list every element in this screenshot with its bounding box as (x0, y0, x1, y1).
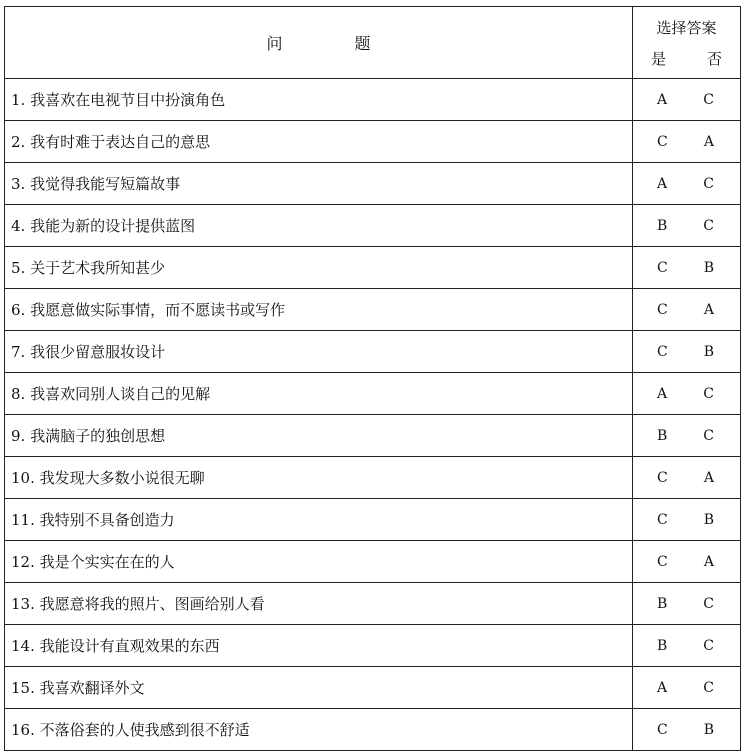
question-text: 2. 我有时难于表达自己的意思 (5, 121, 633, 163)
table-row (5, 331, 741, 373)
answer-cell (633, 625, 741, 667)
answer-cell (633, 415, 741, 457)
table-row (5, 205, 741, 247)
table-row (5, 499, 741, 541)
yes-answer: B (657, 217, 668, 234)
question-header-char2: 题 (354, 34, 371, 53)
questionnaire-table (4, 6, 741, 751)
answer-cell (633, 709, 741, 751)
yes-answer: C (657, 553, 668, 570)
yes-answer: C (657, 721, 668, 738)
question-text: 4. 我能为新的设计提供蓝图 (5, 205, 633, 247)
table-row (5, 541, 741, 583)
question-text: 8. 我喜欢同别人谈自己的见解 (5, 373, 633, 415)
no-answer: C (703, 91, 714, 108)
header-row (5, 7, 741, 79)
table-row (5, 583, 741, 625)
no-answer: C (703, 385, 714, 402)
no-answer: B (703, 721, 714, 738)
question-header (5, 7, 633, 79)
no-answer: B (703, 511, 714, 528)
table-row (5, 163, 741, 205)
table-row (5, 415, 741, 457)
answer-cell (633, 541, 741, 583)
no-answer: B (703, 259, 714, 276)
no-answer: A (703, 553, 714, 570)
yes-answer: A (657, 679, 668, 696)
answer-cell (633, 205, 741, 247)
question-text: 3. 我觉得我能写短篇故事 (5, 163, 633, 205)
yes-answer: C (657, 259, 668, 276)
yes-answer: C (657, 511, 668, 528)
question-text: 1. 我喜欢在电视节目中扮演角色 (5, 79, 633, 121)
table-row (5, 457, 741, 499)
question-header-char1: 问 (266, 34, 283, 53)
question-text: 7. 我很少留意服妆设计 (5, 331, 633, 373)
answer-cell (633, 499, 741, 541)
yes-header: 是 (651, 49, 667, 68)
question-text: 9. 我满脑子的独创思想 (5, 415, 633, 457)
no-header: 否 (706, 49, 722, 68)
no-answer: C (703, 175, 714, 192)
no-answer: C (703, 595, 714, 612)
yes-answer: C (657, 343, 668, 360)
question-text: 14. 我能设计有直观效果的东西 (5, 625, 633, 667)
question-text: 5. 关于艺术我所知甚少 (5, 247, 633, 289)
no-answer: A (703, 469, 714, 486)
question-text: 16. 不落俗套的人使我感到很不舒适 (5, 709, 633, 751)
yes-answer: C (657, 301, 668, 318)
question-text: 12. 我是个实实在在的人 (5, 541, 633, 583)
answer-cell (633, 667, 741, 709)
answer-cell (633, 583, 741, 625)
table-row (5, 625, 741, 667)
question-text: 6. 我愿意做实际事情，而不愿读书或写作 (5, 289, 633, 331)
no-answer: C (703, 217, 714, 234)
no-answer: C (703, 679, 714, 696)
table-row (5, 121, 741, 163)
answer-cell (633, 247, 741, 289)
yes-answer: C (657, 133, 668, 150)
table-row (5, 373, 741, 415)
yes-answer: B (657, 427, 668, 444)
no-answer: A (703, 133, 714, 150)
answer-cell (633, 121, 741, 163)
question-text: 10. 我发现大多数小说很无聊 (5, 457, 633, 499)
answer-cell (633, 163, 741, 205)
answer-cell (633, 289, 741, 331)
question-text: 13. 我愿意将我的照片、图画给别人看 (5, 583, 633, 625)
yes-answer: A (657, 175, 668, 192)
answer-header-title: 选择答案 (656, 18, 717, 37)
table-row (5, 667, 741, 709)
no-answer: B (703, 343, 714, 360)
table-row (5, 289, 741, 331)
answer-cell (633, 79, 741, 121)
answer-cell (633, 373, 741, 415)
yes-answer: B (657, 637, 668, 654)
yes-answer: A (657, 385, 668, 402)
no-answer: A (703, 301, 714, 318)
answer-cell (633, 331, 741, 373)
answer-cell (633, 457, 741, 499)
yes-answer: A (657, 91, 668, 108)
no-answer: C (703, 637, 714, 654)
question-text: 11. 我特别不具备创造力 (5, 499, 633, 541)
question-text: 15. 我喜欢翻译外文 (5, 667, 633, 709)
answer-header (633, 7, 741, 79)
yes-answer: C (657, 469, 668, 486)
table-row (5, 247, 741, 289)
table-row (5, 79, 741, 121)
yes-answer: B (657, 595, 668, 612)
table-row (5, 709, 741, 751)
no-answer: C (703, 427, 714, 444)
